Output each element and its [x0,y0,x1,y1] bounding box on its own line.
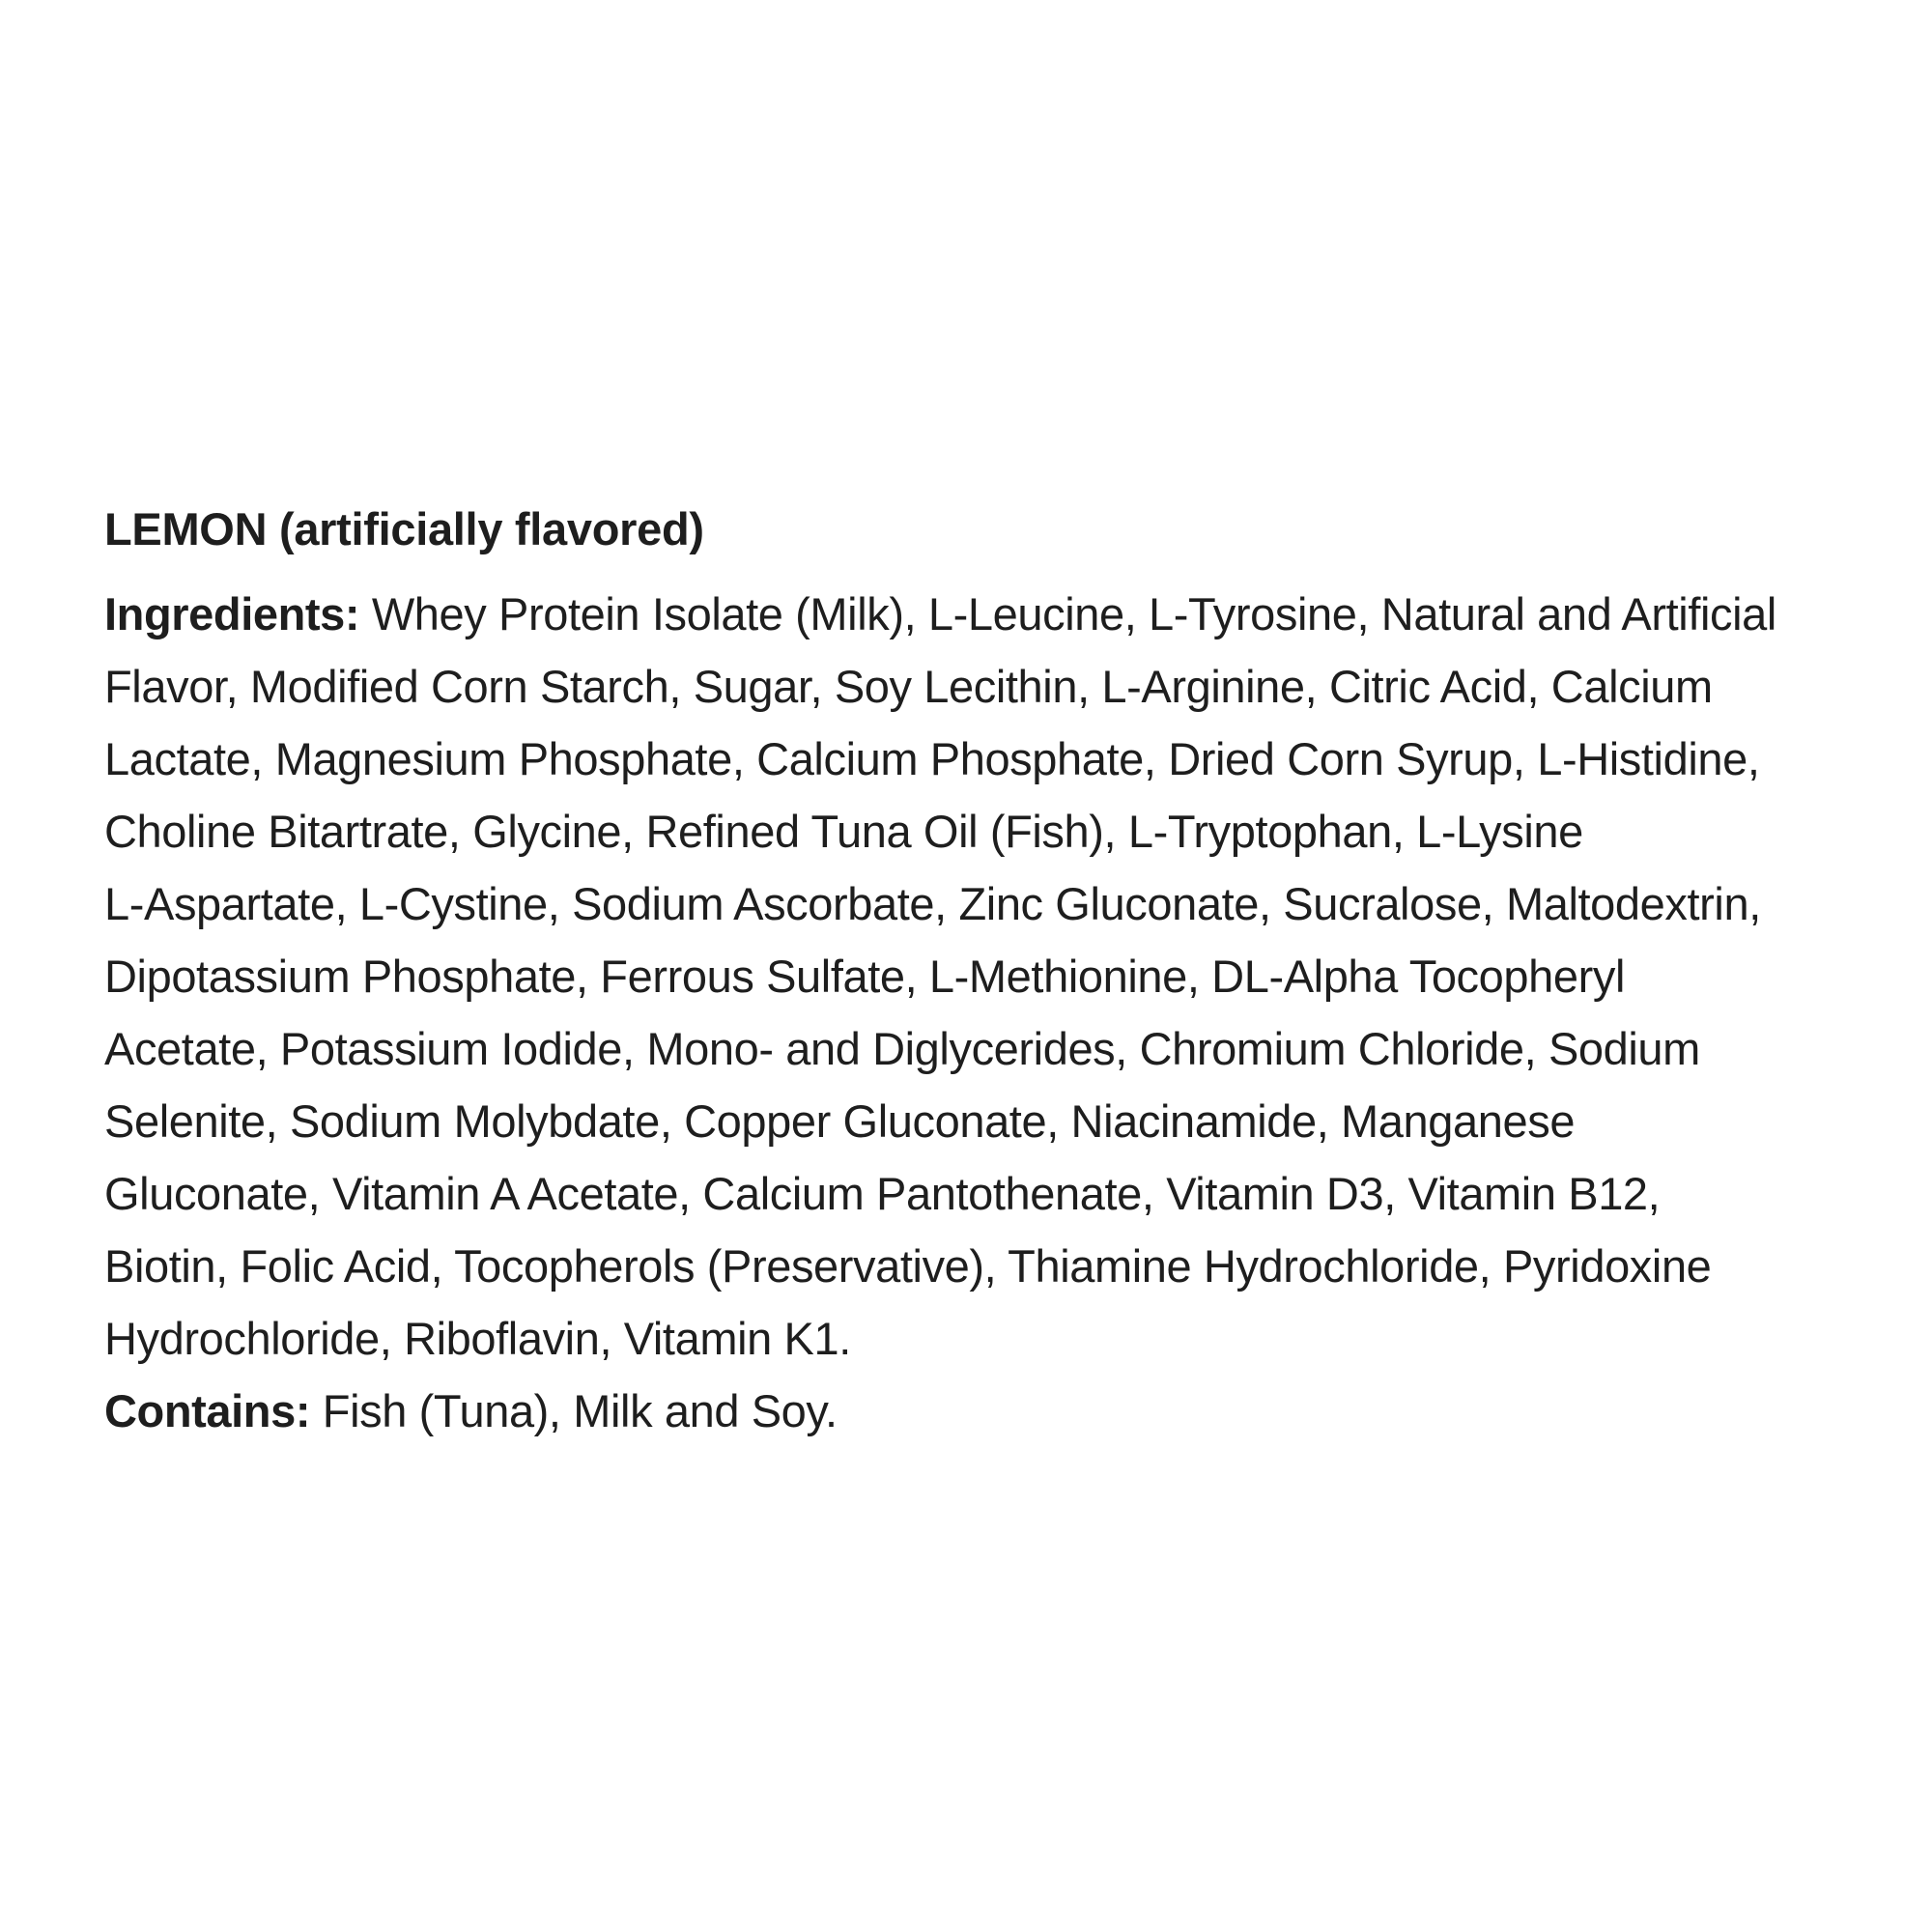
contains-text: Fish (Tuna), Milk and Soy. [322,1385,838,1436]
contains-heading: Contains: [104,1385,311,1436]
ingredients-line: Hydrochloride, Riboflavin, Vitamin K1. [104,1313,851,1364]
flavor-title: LEMON (artificially flavored) [104,503,704,554]
ingredients-line: Lactate, Magnesium Phosphate, Calcium Phosphate, Dried Corn Syrup, L-Histidine, [104,733,1760,784]
ingredients-line: Choline Bitartrate, Glycine, Refined Tuna Oil (Fish), L-Tryptophan, L-Lysine [104,806,1583,857]
ingredients-line: Biotin, Folic Acid, Tocopherols (Preservative), Thiamine Hydrochloride, Pyridoxine [104,1240,1712,1292]
ingredients-line: L-Aspartate, L-Cystine, Sodium Ascorbate, Zinc Gluconate, Sucralose, Maltodextrin, [104,878,1761,929]
ingredient-label [104,500,1872,1447]
ingredients-line: Flavor, Modified Corn Starch, Sugar, Soy Lecithin, L-Arginine, Citric Acid, Calcium [104,661,1713,712]
ingredients-line: Acetate, Potassium Iodide, Mono- and Diglycerides, Chromium Chloride, Sodium [104,1023,1700,1074]
contains-line [104,1375,1872,1447]
ingredients-heading: Ingredients: [104,588,360,639]
ingredients-line: Dipotassium Phosphate, Ferrous Sulfate, L-Methionine, DL-Alpha Tocopheryl [104,951,1626,1002]
ingredients-line [104,578,1872,650]
ingredients-text: Whey Protein Isolate (Milk), L-Leucine, L-Tyrosine, Natural and Artificial [371,588,1776,639]
ingredients-line: Selenite, Sodium Molybdate, Copper Gluconate, Niacinamide, Manganese [104,1095,1576,1147]
ingredients-line: Gluconate, Vitamin A Acetate, Calcium Pantothenate, Vitamin D3, Vitamin B12, [104,1168,1661,1219]
